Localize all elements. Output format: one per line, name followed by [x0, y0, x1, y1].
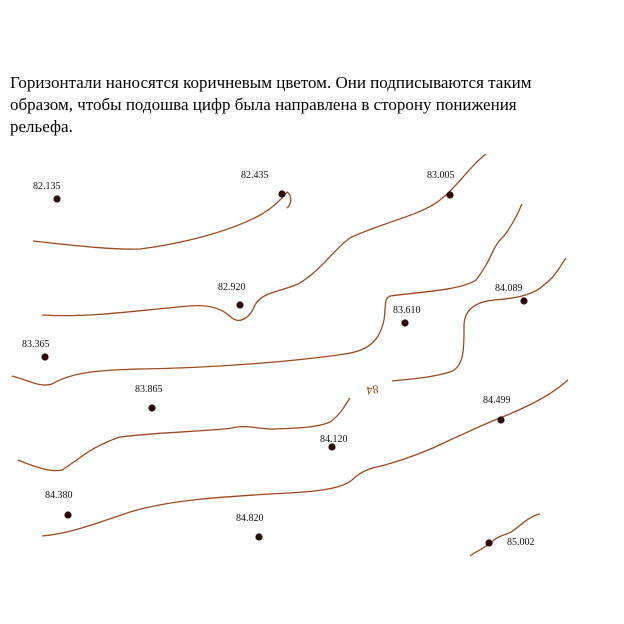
elevation-label: 84.380 — [45, 490, 73, 501]
elevation-point — [45, 490, 73, 519]
elevation-point — [485, 537, 534, 548]
elevation-point — [393, 305, 421, 327]
elevation-marker — [255, 533, 262, 540]
elevation-marker — [64, 511, 71, 518]
elevation-label: 83.865 — [135, 384, 163, 395]
elevation-point — [427, 170, 455, 199]
elevation-marker — [278, 190, 285, 197]
elevation-point — [218, 282, 246, 309]
elevation-point — [135, 384, 163, 412]
contour-label: 84 — [365, 382, 380, 398]
elevation-label: 83.610 — [393, 305, 421, 316]
elevation-label: 83.365 — [22, 339, 50, 350]
contour-line-1 — [33, 192, 291, 249]
elevation-marker — [53, 195, 60, 202]
elevation-point — [495, 283, 528, 305]
elevation-point — [236, 513, 264, 541]
elevation-point — [320, 434, 348, 451]
elevation-point — [241, 170, 286, 198]
elevation-marker — [485, 539, 492, 546]
elevation-label: 82.435 — [241, 170, 269, 181]
elevation-marker — [446, 191, 453, 198]
contour-line-4 — [18, 398, 350, 471]
caption-line-1: Горизонтали наносятся коричневым цветом. Они подписываются таким — [10, 73, 532, 92]
elevation-label: 84.089 — [495, 283, 523, 294]
elevation-marker — [41, 353, 48, 360]
elevation-marker — [497, 416, 504, 423]
elevation-label: 85.002 — [507, 537, 535, 548]
elevation-marker — [401, 319, 408, 326]
caption-line-3: рельефа. — [10, 117, 73, 136]
elevation-label: 83.005 — [427, 170, 455, 181]
elevation-marker — [148, 404, 155, 411]
elevation-marker — [520, 297, 527, 304]
elevation-label: 84.120 — [320, 434, 348, 445]
caption-line-2: образом, чтобы подошва цифр была направлена в сторону понижения — [10, 95, 517, 114]
elevation-marker — [236, 301, 243, 308]
elevation-label: 84.499 — [483, 395, 511, 406]
elevation-label: 82.920 — [218, 282, 246, 293]
elevation-label: 82.135 — [33, 181, 61, 192]
elevation-label: 84.820 — [236, 513, 264, 524]
contour-line-7 — [470, 514, 540, 556]
elevation-point — [22, 339, 50, 361]
elevation-point — [33, 181, 61, 203]
